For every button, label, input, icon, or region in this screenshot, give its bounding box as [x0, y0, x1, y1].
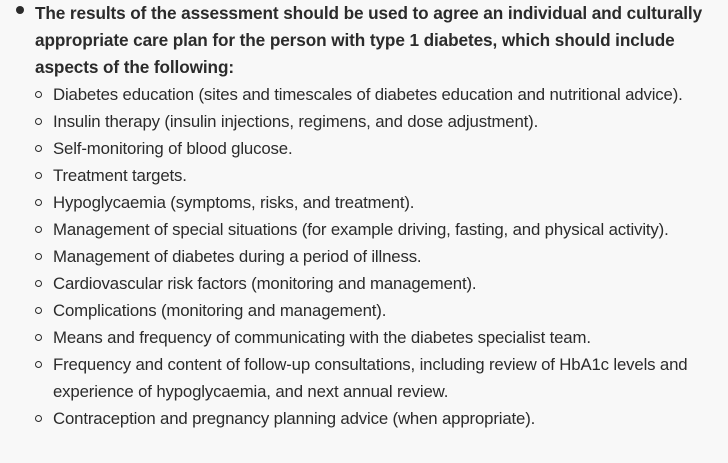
circle-bullet-icon: [35, 361, 42, 368]
aspect-list-item: [35, 405, 718, 432]
circle-bullet-icon: [35, 172, 42, 179]
circle-bullet-icon: [35, 145, 42, 152]
care-plan-aspects-list: [35, 81, 718, 432]
circle-bullet-icon: [35, 253, 42, 260]
aspect-list-item: [35, 297, 718, 324]
circle-bullet-icon: [35, 334, 42, 341]
aspect-text: Management of diabetes during a period of illness.: [53, 247, 422, 266]
aspect-list-item: [35, 189, 718, 216]
circle-bullet-icon: [35, 199, 42, 206]
aspect-text: Contraception and pregnancy planning advice (when appropriate).: [53, 409, 536, 428]
circle-bullet-icon: [35, 280, 42, 287]
aspect-list-item: [35, 351, 718, 405]
aspect-list-item: [35, 243, 718, 270]
circle-bullet-icon: [35, 307, 42, 314]
aspect-list-item: [35, 81, 718, 108]
aspect-list-item: [35, 216, 718, 243]
circle-bullet-icon: [35, 91, 42, 98]
circle-bullet-icon: [35, 226, 42, 233]
aspect-text: Frequency and content of follow-up consultations, including review of HbA1c levels and experience of hypoglycaemia, and next annual review.: [53, 355, 688, 401]
aspect-text: Hypoglycaemia (symptoms, risks, and treatment).: [53, 193, 415, 212]
aspect-text: Self-monitoring of blood glucose.: [53, 139, 293, 158]
aspect-list-item: [35, 162, 718, 189]
care-plan-lead-text: The results of the assessment should be used to agree an individual and culturally appropriate care plan for the person with type 1 diabetes, which should include aspects of the following:: [35, 3, 703, 77]
aspect-text: Management of special situations (for example driving, fasting, and physical activity).: [53, 220, 669, 239]
aspect-text: Insulin therapy (insulin injections, regimens, and dose adjustment).: [53, 112, 539, 131]
aspect-text: Complications (monitoring and management).: [53, 301, 387, 320]
aspect-text: Diabetes education (sites and timescales of diabetes education and nutritional advice).: [53, 85, 683, 104]
aspect-text: Treatment targets.: [53, 166, 187, 185]
aspect-text: Means and frequency of communicating with the diabetes specialist team.: [53, 328, 591, 347]
aspect-list-item: [35, 324, 718, 351]
circle-bullet-icon: [35, 415, 42, 422]
disc-bullet-icon: [16, 6, 24, 14]
aspect-text: Cardiovascular risk factors (monitoring and management).: [53, 274, 477, 293]
aspect-list-item: [35, 108, 718, 135]
aspect-list-item: [35, 135, 718, 162]
aspect-list-item: [35, 270, 718, 297]
circle-bullet-icon: [35, 118, 42, 125]
